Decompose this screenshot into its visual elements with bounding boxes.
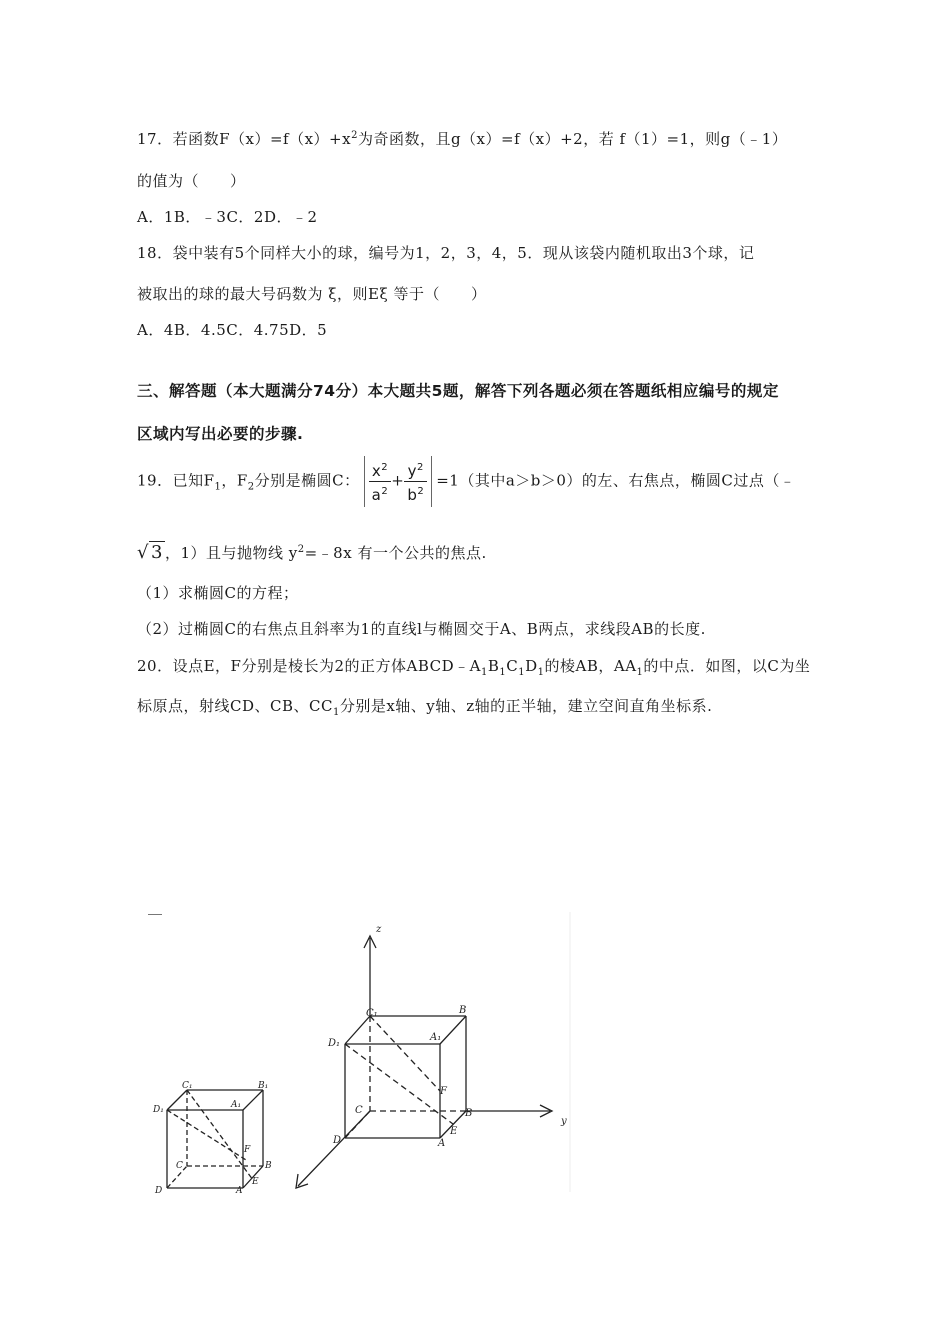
small-label-d: D xyxy=(155,1186,163,1196)
small-label-a1: A₁ xyxy=(231,1100,242,1110)
large-label-b: B xyxy=(465,1108,473,1119)
small-cube xyxy=(167,1090,263,1188)
small-label-c: C xyxy=(176,1161,183,1171)
small-label-b: B xyxy=(265,1161,272,1171)
small-label-c1: C₁ xyxy=(182,1081,193,1091)
large-label-c1: C₁ xyxy=(366,1008,378,1019)
q17-options: A．1B．﹣3C．2D．﹣2 xyxy=(137,208,318,226)
q18-line2: 被取出的球的最大号码数为 ξ，则Eξ 等于（ ） xyxy=(137,285,487,303)
section3-heading-line1: 三、解答题（本大题满分74分）本大题共5题，解答下列各题必须在答题纸相应编号的规定 xyxy=(137,382,779,400)
small-label-e: E xyxy=(252,1177,259,1187)
large-label-a: A xyxy=(438,1138,446,1149)
large-label-b-top: B xyxy=(459,1005,467,1016)
q17-line1: 17．若函数$F(x)=f(x)+x^2$为奇函数，且g（x）=f（x）+2，若 f（1）=1，则g（﹣1） xyxy=(137,130,788,148)
large-label-e: E xyxy=(450,1126,458,1137)
sqrt-symbol: √ 3 xyxy=(137,542,163,563)
section3-heading-line2: 区域内写出必要的步骤. xyxy=(137,425,304,443)
ellipse-equation: $\frac{x^2}{a^2}$ + $\frac{y^2}{b^2}$ xyxy=(364,456,433,507)
q19-line1: 19．已知$F_1$，$F_2$分别是椭圆C： $\frac{x^2}{a^2}$ + $\frac{y^2}{b^2}$ =1（其中a＞b＞0）的左、右焦点，椭圆C过点（﹣ xyxy=(137,456,795,507)
q19-part2: （2）过椭圆C的右焦点且斜率为1的直线l与椭圆交于A、B两点，求线段AB的长度. xyxy=(137,620,706,638)
large-label-d1: D₁ xyxy=(328,1038,341,1049)
q17-line2: 的值为（ ） xyxy=(137,172,246,190)
q19-part1: （1）求椭圆C的方程； xyxy=(137,584,299,602)
large-label-a1: A₁ xyxy=(430,1032,442,1043)
q20-line2: 标原点，射线CD、CB、$CC_1$分别是x轴、y轴、z轴的正半轴，建立空间直角坐标系. xyxy=(137,697,713,718)
small-label-a: A xyxy=(236,1186,243,1196)
q20-line1: 20．设点E，F分别是棱长为2的正方体$ABCD﹣A_1B_1C_1D_1$的棱AB，$AA_1$的中点．如图，以C为坐 xyxy=(137,657,811,678)
q18-line1: 18．袋中装有5个同样大小的球，编号为1，2，3，4，5．现从该袋内随机取出3个球，记 xyxy=(137,244,755,262)
large-label-y: y xyxy=(561,1116,567,1127)
large-cube xyxy=(296,936,552,1188)
large-label-c: C xyxy=(355,1105,363,1116)
large-label-f: F xyxy=(440,1086,447,1097)
large-label-z: z xyxy=(376,924,382,935)
small-label-f: F xyxy=(244,1145,251,1155)
q19-line2: √ 3 ，1）且与抛物线 $y^2=﹣8x$ 有一个公共的焦点. xyxy=(137,542,487,563)
small-label-b1: B₁ xyxy=(258,1081,269,1091)
small-label-d1: D₁ xyxy=(153,1105,164,1115)
large-label-d: D xyxy=(333,1135,342,1146)
q18-options: A．4B．4.5C．4.75D．5 xyxy=(137,321,328,339)
